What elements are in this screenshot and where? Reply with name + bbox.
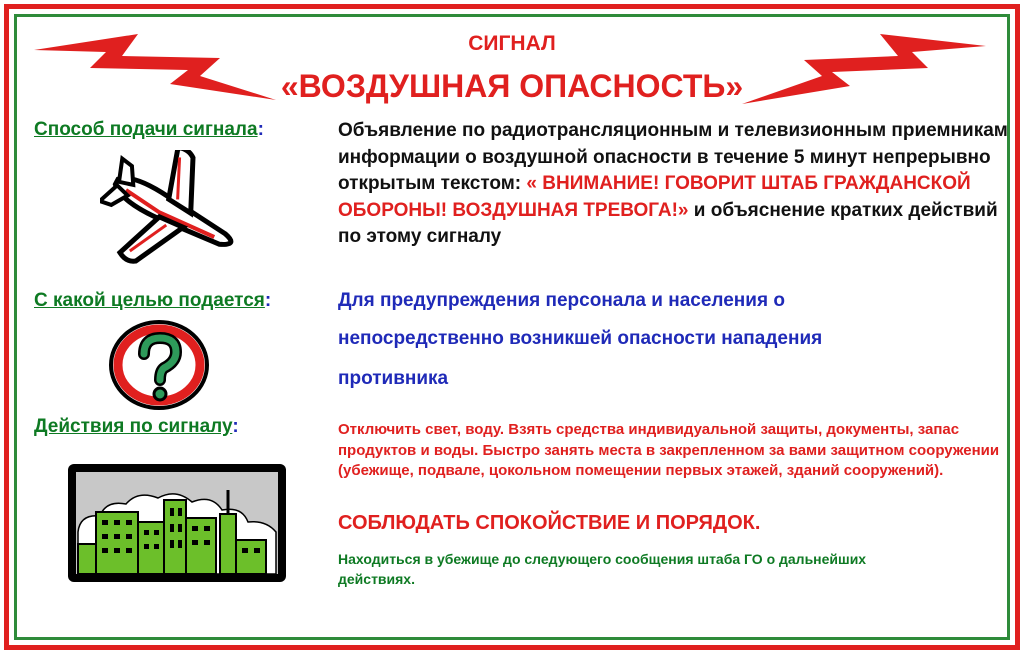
question-mark-icon	[106, 318, 212, 412]
method-label: Способ подачи сигнала:	[34, 119, 264, 140]
signal-name-title: «ВОЗДУШНАЯ ОПАСНОСТЬ»	[280, 68, 744, 104]
purpose-label: С какой целью подается:	[34, 290, 272, 311]
purpose-line-3: противника	[338, 368, 449, 389]
purpose-line-2: непосредственно возникшей опасности нападения	[338, 328, 823, 349]
purpose-line-1: Для предупреждения персонала и населения о	[338, 290, 785, 311]
actions-text: Отключить свет, воду. Взять средства индивидуальной защиты, документы, запас продуктов и воды. Быстро занять места в закрепленном за вами защитном сооружении (убежище, подвале, цокольном помещении первых этажей, зданий сооружений).	[338, 421, 1000, 479]
stay-calm-text: СОБЛЮДАТЬ СПОКОЙСТВИЕ И ПОРЯДОК.	[338, 512, 761, 534]
alert-announcement: « ВНИМАНИЕ! ГОВОРИТ ШТАБ ГРАЖДАНСКОЙ ОБОРОНЫ! ВОЗДУШНАЯ ТРЕВОГА!»	[338, 173, 971, 221]
stay-in-shelter-text: Находиться в убежище до следующего сообщения штаба ГО о дальнейших действиях.	[338, 551, 867, 587]
city-icon	[66, 462, 288, 584]
airplane-icon	[100, 150, 250, 280]
method-text: Объявление по радиотрансляционным и телевизионным приемникам информации о воздушной опасности в течение 5 минут непрерывно открытым текстом: « ВНИМАНИЕ! ГОВОРИТ ШТАБ ГРАЖДАНСКОЙ ОБОРОНЫ! ВОЗДУШНАЯ ТРЕВОГА!» и объяснение кратких действий по этому сигналу	[338, 120, 1008, 247]
signal-title: СИГНАЛ	[468, 32, 556, 55]
actions-label: Действия по сигналу:	[34, 416, 239, 437]
